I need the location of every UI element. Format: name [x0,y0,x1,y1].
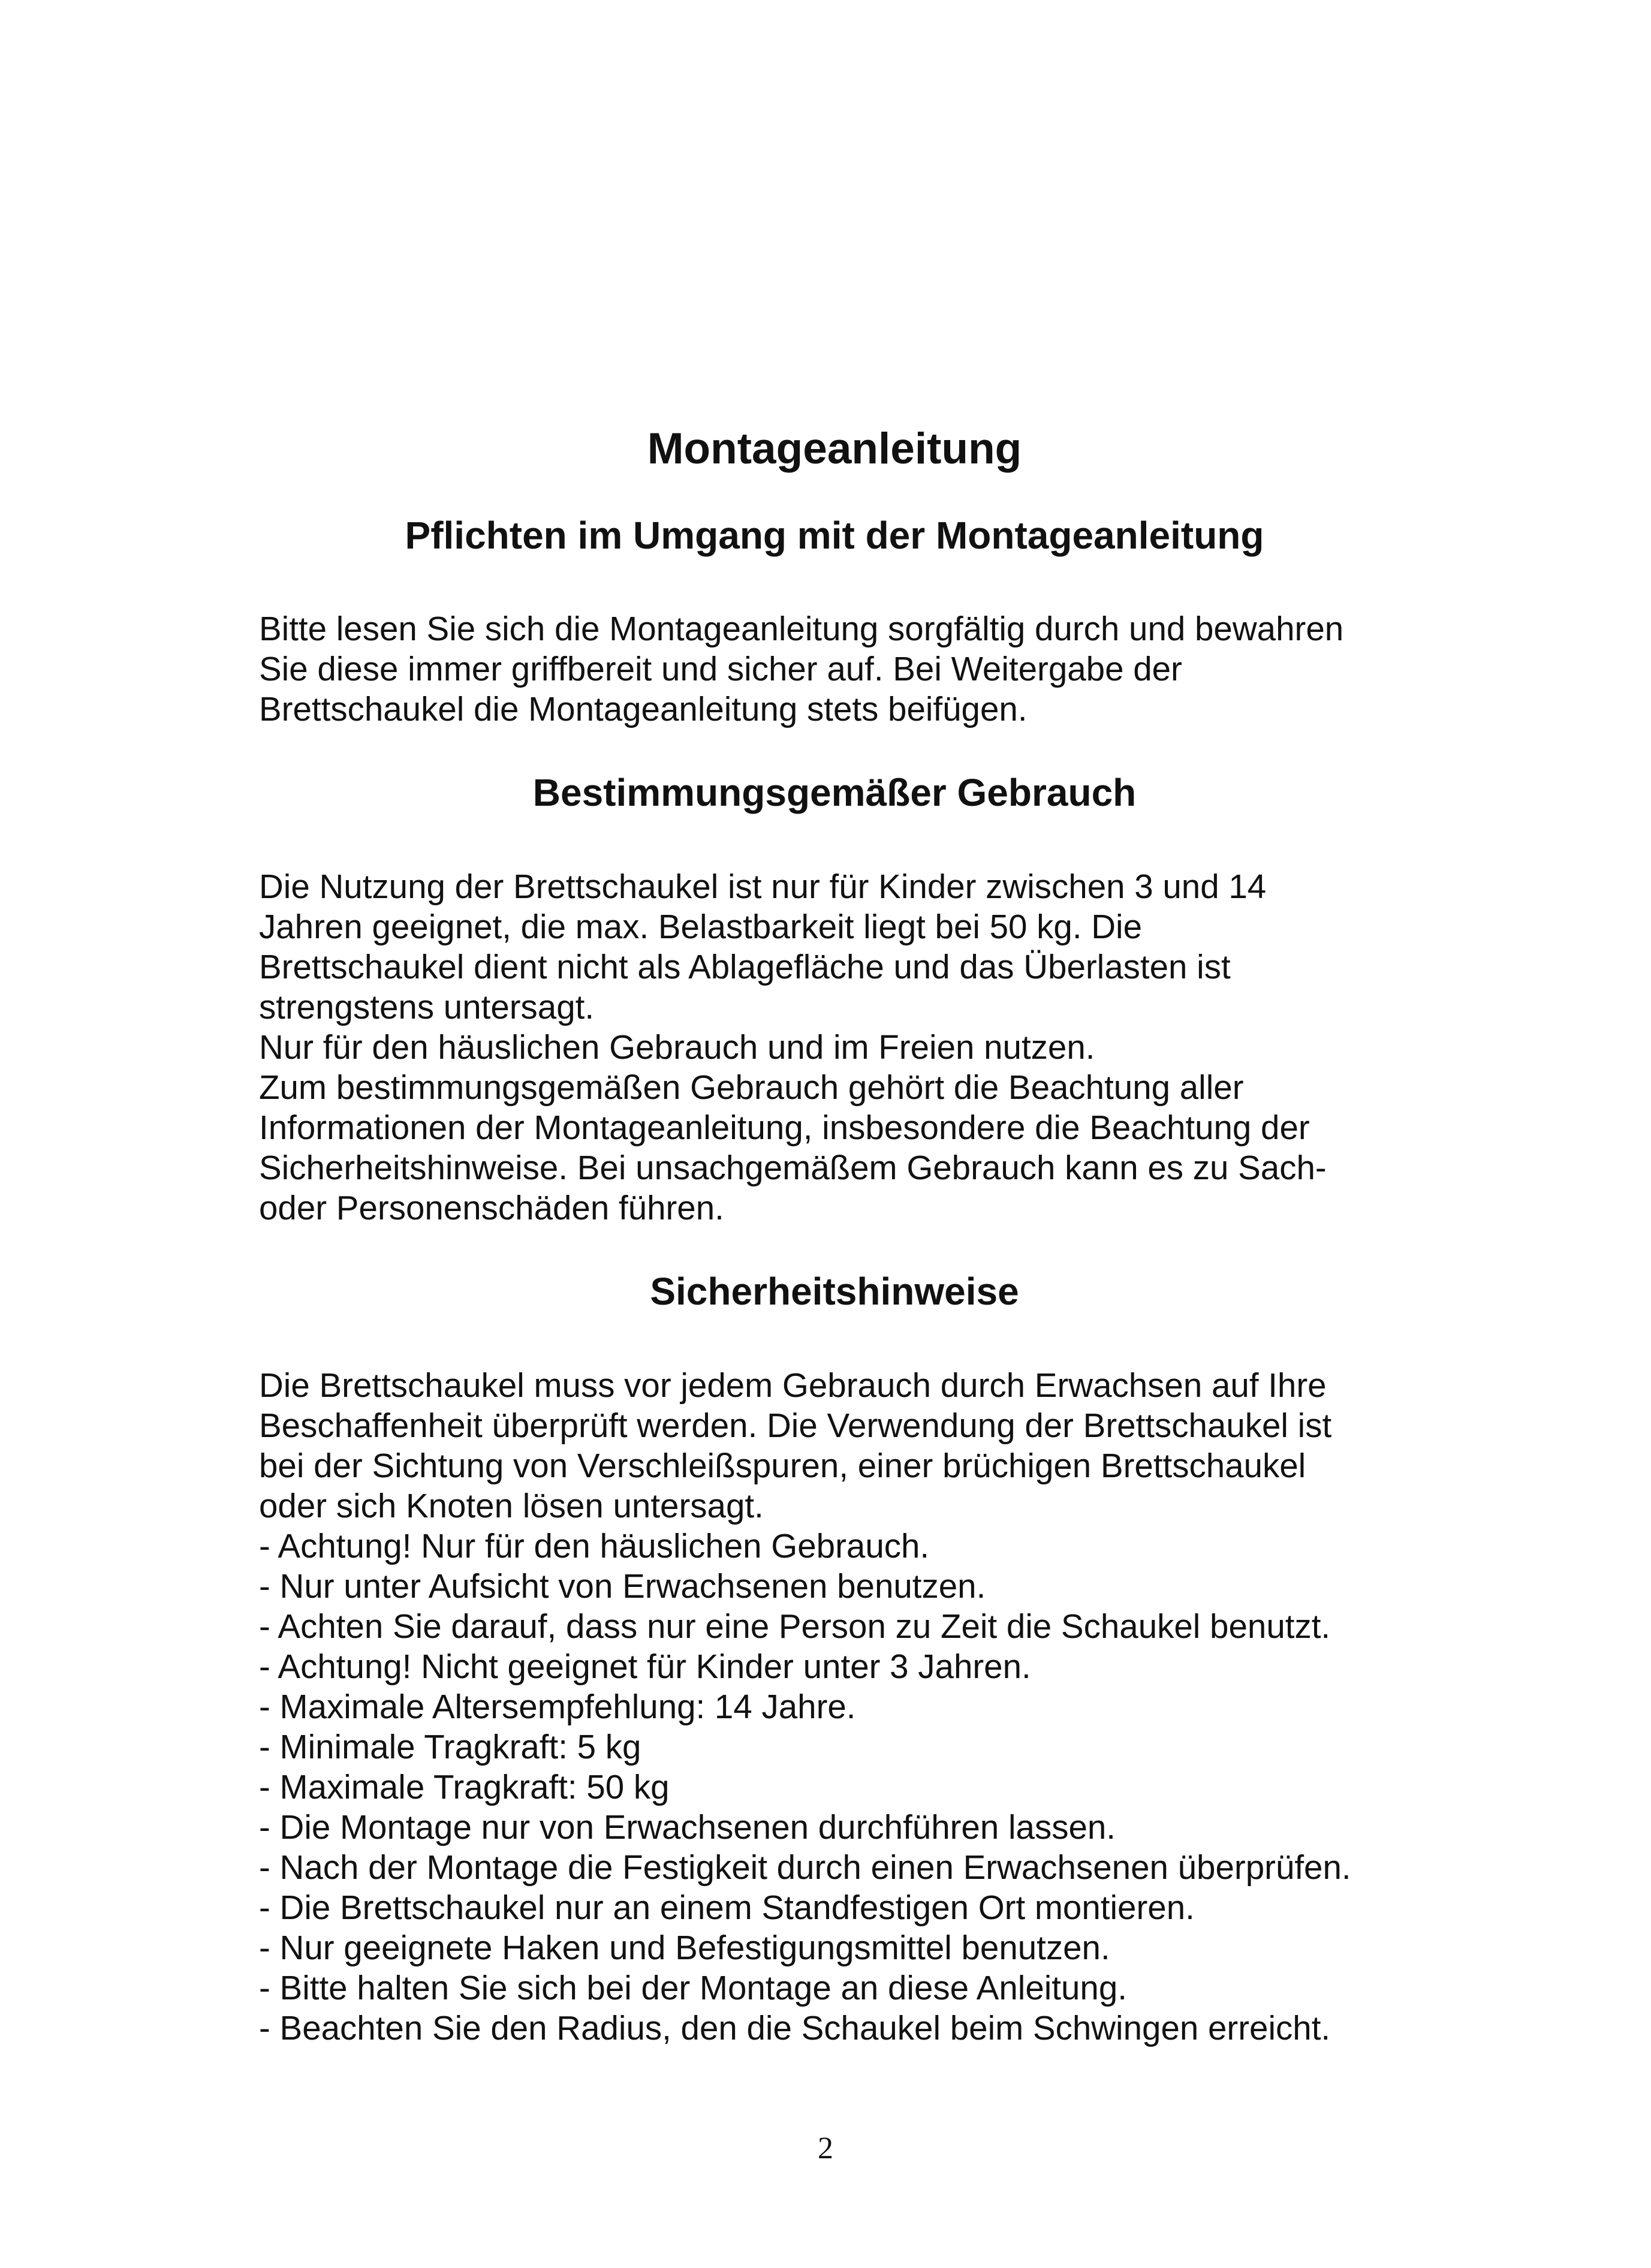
section-body-safety [259,1365,1410,2048]
section-body-duties [259,609,1410,729]
document-title: Montageanleitung [647,424,1022,473]
text-line: Nur für den häuslichen Gebrauch und im Freien nutzen. [259,1028,1095,1067]
list-item: - Nach der Montage die Festigkeit durch einen Erwachsenen überprüfen. [259,1848,1351,1886]
list-item: - Beachten Sie den Radius, den die Schaukel beim Schwingen erreicht. [259,2008,1331,2047]
text-line: Jahren geeignet, die max. Belastbarkeit liegt bei 50 kg. Die [259,908,1143,946]
list-item: - Die Brettschaukel nur an einem Standfestigen Ort montieren. [259,1888,1195,1926]
section-body-intended-use [259,866,1410,1228]
section-heading-safety: Sicherheitshinweise [650,1270,1019,1314]
text-line: oder Personenschäden führen. [259,1189,724,1227]
page-content [259,423,1410,2048]
list-item: - Achten Sie darauf, dass nur eine Person zu Zeit die Schaukel benutzt. [259,1607,1331,1645]
text-line: oder sich Knoten lösen untersagt. [259,1486,764,1525]
text-line: Beschaffenheit überprüft werden. Die Verwendung der Brettschaukel ist [259,1406,1332,1444]
text-line: Zum bestimmungsgemäßen Gebrauch gehört die Beachtung aller [259,1068,1244,1107]
list-item: - Minimale Tragkraft: 5 kg [259,1727,641,1766]
text-line: Die Brettschaukel muss vor jedem Gebrauch durch Erwachsen auf Ihre [259,1366,1327,1404]
text-line: Sie diese immer griffbereit und sicher auf. Bei Weitergabe der [259,650,1182,688]
text-line: bei der Sichtung von Verschleißspuren, einer brüchigen Brettschaukel [259,1446,1306,1484]
section-heading-duties: Pflichten im Umgang mit der Montageanleitung [405,513,1264,557]
text-line: Sicherheitshinweise. Bei unsachgemäßem Gebrauch kann es zu Sach- [259,1149,1327,1187]
list-item: - Maximale Tragkraft: 50 kg [259,1767,670,1806]
list-item: - Bitte halten Sie sich bei der Montage an diese Anleitung. [259,1968,1127,2007]
list-item: - Achtung! Nur für den häuslichen Gebrauch. [259,1526,930,1565]
list-item: - Nur unter Aufsicht von Erwachsenen benutzen. [259,1567,986,1605]
list-item: - Maximale Altersempfehlung: 14 Jahre. [259,1687,856,1725]
text-line: Die Nutzung der Brettschaukel ist nur für Kinder zwischen 3 und 14 [259,868,1267,906]
section-heading-intended-use: Bestimmungsgemäßer Gebrauch [532,771,1137,815]
list-item: - Achtung! Nicht geeignet für Kinder unter 3 Jahren. [259,1647,1031,1685]
text-line: Brettschaukel dient nicht als Ablagefläche und das Überlasten ist [259,948,1231,986]
page-number: 2 [818,2131,833,2165]
list-item: - Nur geeignete Haken und Befestigungsmittel benutzen. [259,1928,1110,1966]
text-line: Bitte lesen Sie sich die Montageanleitung sorgfältig durch und bewahren [259,610,1344,648]
text-line: strengstens untersagt. [259,988,595,1026]
text-line: Brettschaukel die Montageanleitung stets beifügen. [259,690,1028,728]
list-item: - Die Montage nur von Erwachsenen durchführen lassen. [259,1808,1116,1846]
text-line: Informationen der Montageanleitung, insbesondere die Beachtung der [259,1109,1310,1147]
